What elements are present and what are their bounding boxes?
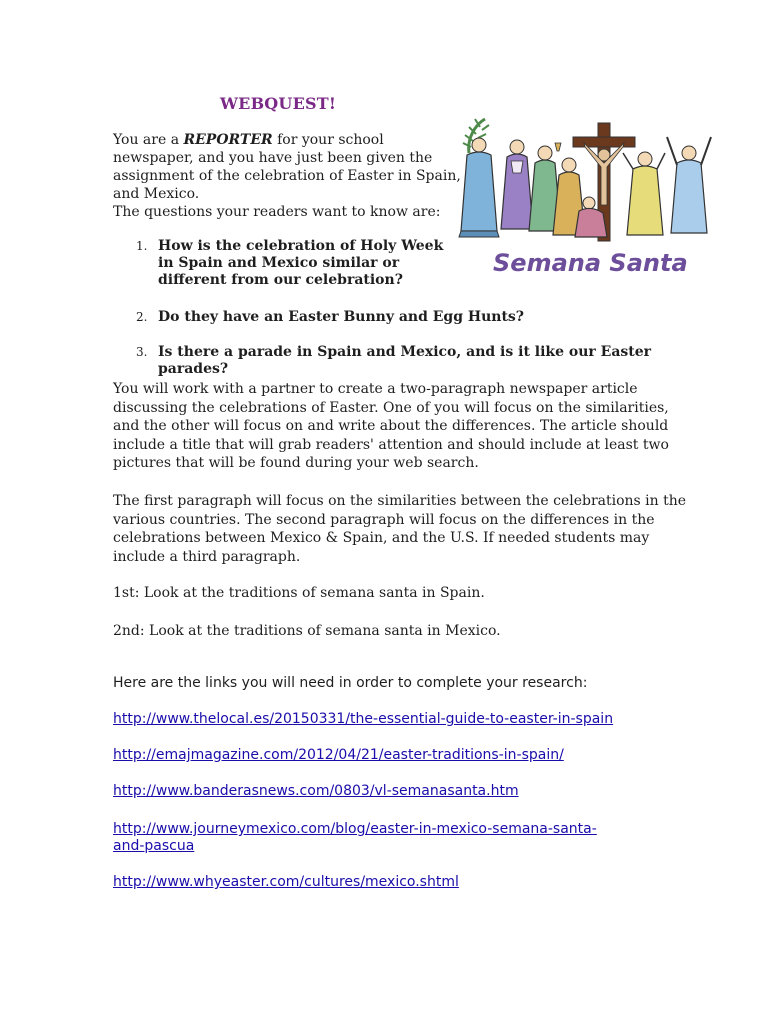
- figure-purple: [501, 140, 533, 229]
- link-emajmagazine[interactable]: [113, 747, 564, 764]
- assignment-paragraph: [113, 380, 669, 473]
- step-1: [113, 584, 653, 603]
- figure-blue: [459, 138, 499, 237]
- question-line: in Spain and Mexico similar or: [158, 255, 400, 271]
- paragraph-line: include a title that will grab readers' attention and should include at least two: [113, 436, 669, 453]
- paragraph-line: pictures that will be found during your web search.: [113, 455, 479, 471]
- link-text[interactable]: http://www.journeymexico.com/blog/easter-in-mexico-semana-santa-: [113, 821, 597, 837]
- paragraph-line: The first paragraph will focus on the similarities between the celebrations in the: [113, 493, 687, 509]
- paragraph-line: celebrations between Mexico & Spain, and the U.S. If needed students may: [113, 530, 650, 546]
- intro-line: newspaper, and you have just been given the: [113, 150, 433, 166]
- link-journeymexico[interactable]: [113, 821, 597, 855]
- question-line: parades?: [158, 361, 229, 377]
- paragraph-line: include a third paragraph.: [113, 548, 301, 565]
- link-text[interactable]: http://www.thelocal.es/20150331/the-essential-guide-to-easter-in-spain: [113, 711, 614, 727]
- link-text[interactable]: http://www.whyeaster.com/cultures/mexico.shtml: [113, 874, 459, 890]
- intro-suffix: for your school: [272, 132, 384, 148]
- intro-line: assignment of the celebration of Easter in Spain,: [113, 168, 461, 184]
- link-text[interactable]: http://emajmagazine.com/2012/04/21/easter-traditions-in-spain/: [113, 747, 564, 763]
- link-thelocal[interactable]: [113, 711, 613, 728]
- figure-arms-raised: [667, 137, 711, 233]
- link-text[interactable]: and-pascua: [113, 838, 195, 854]
- page-title: WEBQUEST!: [220, 94, 337, 113]
- step-2: [113, 622, 653, 641]
- step-text: 2nd: Look at the traditions of semana santa in Mexico.: [113, 623, 501, 639]
- question-number: 3.: [136, 345, 148, 359]
- semana-santa-illustration: [457, 113, 719, 283]
- intro-paragraph: [113, 131, 461, 221]
- step-text: 1st: Look at the traditions of semana santa in Spain.: [113, 585, 485, 601]
- intro-prefix: You are a: [113, 132, 184, 148]
- intro-line: and Mexico.: [113, 186, 200, 202]
- illustration-caption: Semana Santa: [493, 249, 688, 277]
- question-number: 2.: [136, 310, 148, 324]
- paragraph-line: You will work with a partner to create a two-paragraph newspaper article: [113, 381, 638, 397]
- paragraph-line: various countries. The second paragraph will focus on the differences in the: [113, 511, 655, 528]
- question-number: 1.: [136, 239, 148, 253]
- reporter-emphasis: REPORTER: [183, 132, 273, 148]
- link-text[interactable]: http://www.banderasnews.com/0803/vl-semanasanta.htm: [113, 783, 519, 799]
- link-banderasnews[interactable]: [113, 783, 519, 800]
- figure-yellow: [623, 152, 665, 235]
- link-whyeaster[interactable]: [113, 874, 459, 891]
- structure-paragraph: [113, 492, 687, 566]
- intro-line: The questions your readers want to know are:: [113, 204, 441, 220]
- intro-first-line: [113, 131, 458, 149]
- question-line: different from our celebration?: [158, 272, 403, 288]
- question-line: Is there a parade in Spain and Mexico, and is it like our Easter: [158, 344, 652, 360]
- question-line: How is the celebration of Holy Week: [158, 238, 444, 254]
- links-intro: Here are the links you will need in order to complete your research:: [113, 675, 588, 691]
- question-line: Do they have an Easter Bunny and Egg Hunts?: [158, 309, 525, 325]
- paragraph-line: and the other will focus on and write about the differences. The article should: [113, 418, 669, 434]
- paragraph-line: discussing the celebrations of Easter. One of you will focus on the similarities,: [113, 399, 669, 416]
